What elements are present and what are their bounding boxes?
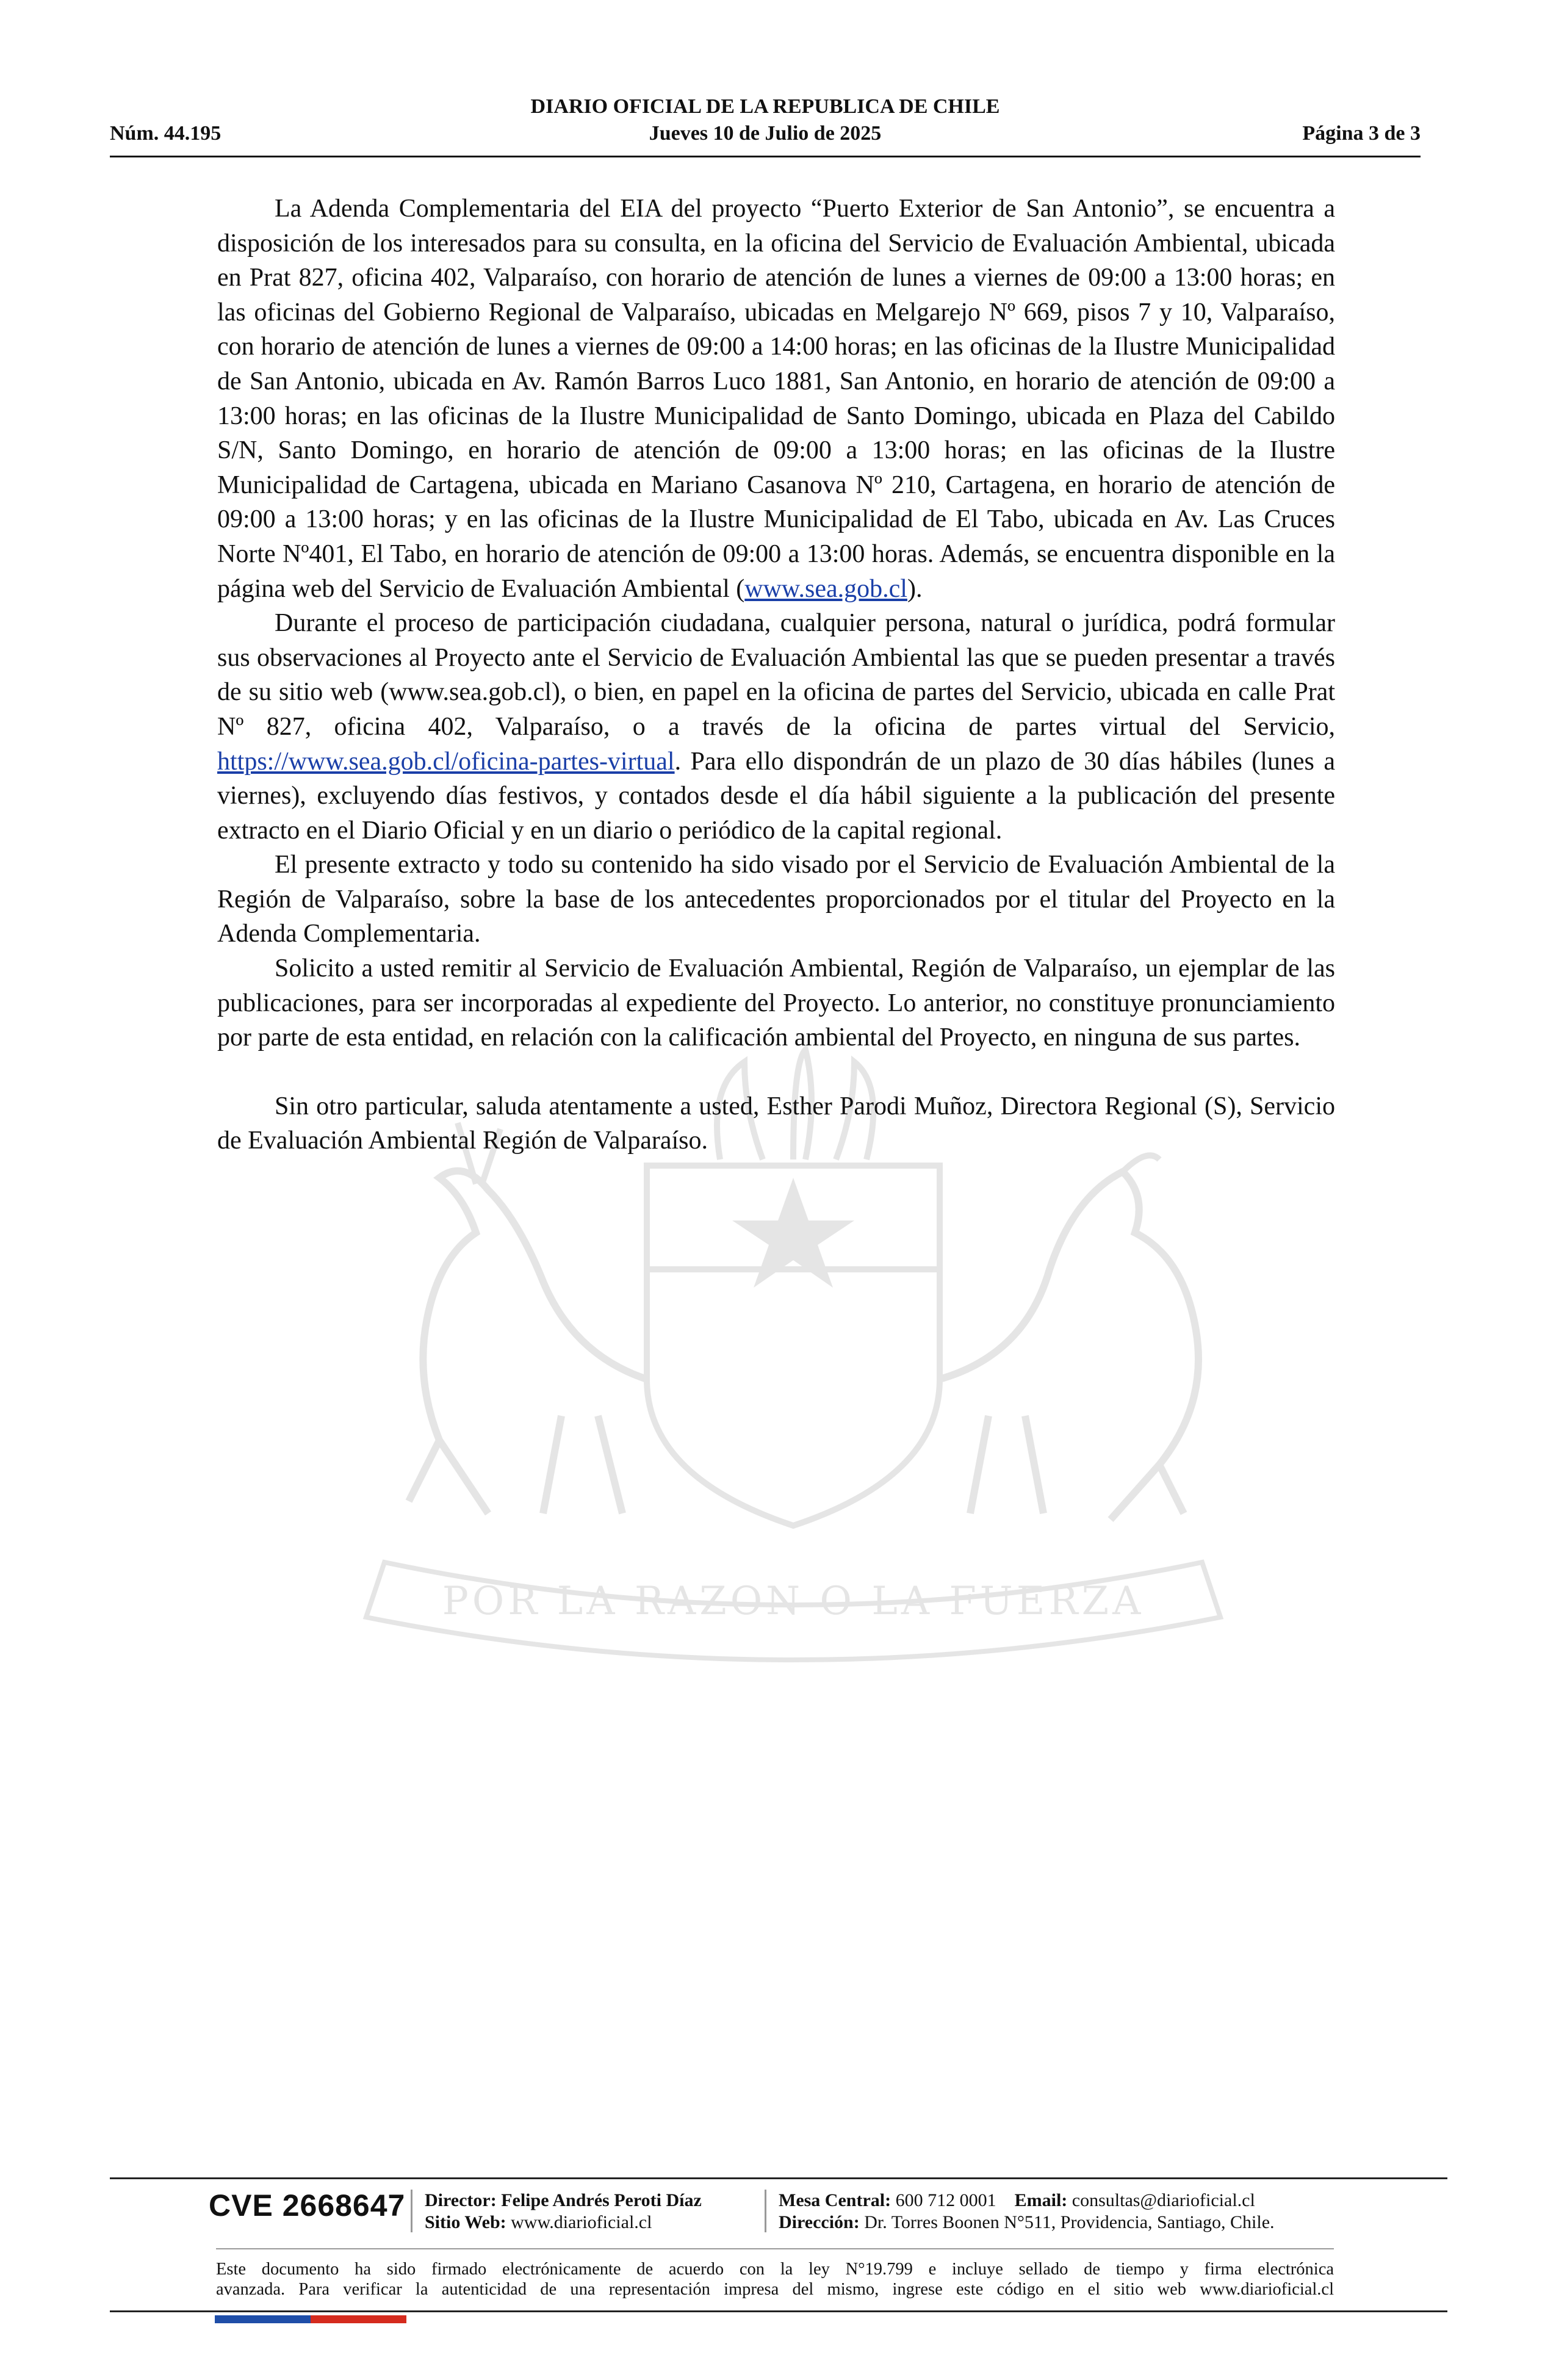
- flag-red-segment: [311, 2315, 406, 2323]
- header-row: [110, 122, 1421, 145]
- cve-code: CVE 2668647: [209, 2188, 406, 2223]
- signature-disclaimer: Este documento ha sido firmado electrónicamente de acuerdo con la ley N°19.799 e incluye sellado de tiempo y firma electrónica avanzada. Para verificar la autenticidad de una representación impresa del mismo, ingrese este código en el sitio web www.diarioficial.cl: [216, 2260, 1334, 2299]
- footer-divider-bottom: [110, 2310, 1447, 2312]
- flag-color-bar: [215, 2315, 406, 2323]
- footer-divider-top: [110, 2177, 1447, 2179]
- footer-separator: [765, 2190, 766, 2232]
- oficina-partes-virtual-link[interactable]: https://www.sea.gob.cl/oficina-partes-virtual: [217, 747, 675, 776]
- sea-website-link[interactable]: www.sea.gob.cl: [744, 574, 907, 603]
- header-divider: [110, 156, 1421, 157]
- document-body: [217, 192, 1335, 1158]
- paragraph-visado: El presente extracto y todo su contenido ha sido visado por el Servicio de Evaluación Ambiental de la Región de Valparaíso, sobre la base de los antecedentes proporcionados por el titular del Proyecto en la Adenda Complementaria.: [217, 851, 1335, 948]
- paragraph-solicito: Solicito a usted remitir al Servicio de Evaluación Ambiental, Región de Valparaíso, un ejemplar de las publicaciones, para ser incorporadas al expediente del Proyecto. Lo anterior, no constituye pronunciamiento por parte de esta entidad, en relación con la calificación ambiental del Proyecto, en ninguna de sus partes.: [217, 954, 1335, 1052]
- paragraph-closing: Sin otro particular, saluda atentamente a usted, Esther Parodi Muñoz, Directora Regional (S), Servicio de Evaluación Ambiental Región de Valparaíso.: [217, 1092, 1335, 1155]
- issue-date: Jueves 10 de Julio de 2025: [649, 122, 882, 145]
- page-indicator: Página 3 de 3: [1302, 122, 1421, 145]
- footer-divider-mid: [216, 2248, 1334, 2249]
- site-link[interactable]: www.diarioficial.cl: [511, 2212, 652, 2232]
- email-link[interactable]: consultas@diarioficial.cl: [1072, 2190, 1255, 2210]
- footer-director-block: Director: Felipe Andrés Peroti Díaz Sitio Web: www.diarioficial.cl: [425, 2190, 702, 2232]
- phone-number: 600 712 0001: [895, 2190, 996, 2210]
- paragraph-participacion: Durante el proceso de participación ciudadana, cualquier persona, natural o jurídica, podrá formular sus observaciones al Proyecto ante el Servicio de Evaluación Ambiental las que se pueden presentar a través de su sitio web (www.sea.gob.cl), o bien, en papel en la oficina de partes del Servicio, ubicada en calle Prat Nº 827, oficina 402, Valparaíso, o a través de la oficina de partes virtual del Servicio, https://www.sea.gob.cl/oficina-partes-virtual. Para ello dispondrán de un plazo de 30 días hábiles (lunes a viernes), excluyendo días festivos, y contados desde el día hábil siguiente a la publicación del presente extracto en el Diario Oficial y en un diario o periódico de la capital regional.: [217, 609, 1335, 845]
- watermark-motto: POR LA RAZON O LA FUERZA: [442, 1579, 1145, 1624]
- paragraph-adenda: La Adenda Complementaria del EIA del proyecto “Puerto Exterior de San Antonio”, se encuentra a disposición de los interesados para su consulta, en la oficina del Servicio de Evaluación Ambiental, ubicada en Prat 827, oficina 402, Valparaíso, con horario de atención de lunes a viernes de 09:00 a 13:00 horas; en las oficinas del Gobierno Regional de Valparaíso, ubicadas en Melgarejo Nº 669, pisos 7 y 10, Valparaíso, con horario de atención de lunes a viernes de 09:00 a 14:00 horas; en las oficinas de la Ilustre Municipalidad de San Antonio, ubicada en Av. Ramón Barros Luco 1881, San Antonio, en horario de atención de 09:00 a 13:00 horas; en las oficinas de la Ilustre Municipalidad de Santo Domingo, ubicada en Plaza del Cabildo S/N, Santo Domingo, en horario de atención de 09:00 a 13:00 horas; en las oficinas de la Ilustre Municipalidad de Cartagena, ubicada en Mariano Casanova Nº 210, Cartagena, en horario de atención de 09:00 a 13:00 horas; y en las oficinas de la Ilustre Municipalidad de El Tabo, ubicada en Av. Las Cruces Norte Nº401, El Tabo, en horario de atención de 09:00 a 13:00 horas. Además, se encuentra disponible en la página web del Servicio de Evaluación Ambiental (www.sea.gob.cl).: [217, 195, 1335, 603]
- publication-title: DIARIO OFICIAL DE LA REPUBLICA DE CHILE: [530, 95, 1000, 118]
- footer-separator: [411, 2190, 412, 2232]
- address: Dr. Torres Boonen N°511, Providencia, Santiago, Chile.: [864, 2212, 1275, 2232]
- director-name: Felipe Andrés Peroti Díaz: [501, 2190, 702, 2210]
- flag-blue-segment: [215, 2315, 311, 2323]
- issue-number: Núm. 44.195: [110, 122, 222, 145]
- footer-contact-block: Mesa Central: 600 712 0001 Email: consultas@diarioficial.cl Dirección: Dr. Torres Boonen N°511, Providencia, Santiago, Chile.: [779, 2190, 1275, 2232]
